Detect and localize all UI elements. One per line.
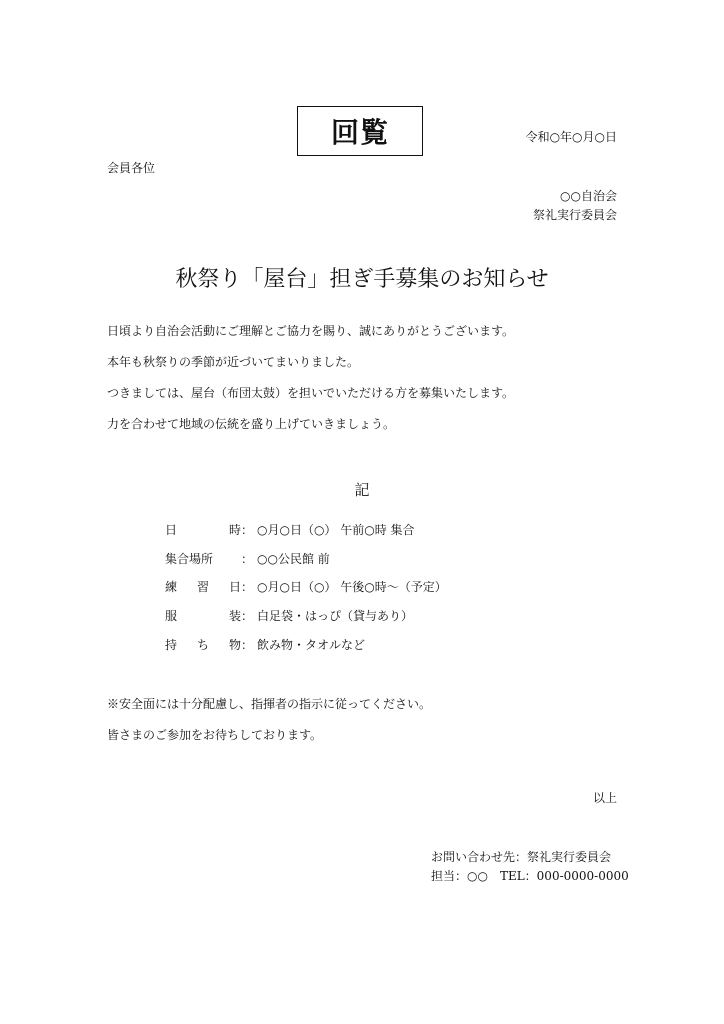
detail-label <box>165 521 241 538</box>
detail-value: 飲み物・タオルなど <box>257 638 366 652</box>
detail-label <box>165 607 241 624</box>
detail-label-char: 服 <box>165 609 178 623</box>
addressee: 会員各位 <box>107 161 156 175</box>
detail-colon: ： <box>241 523 254 537</box>
detail-colon: ： <box>241 580 254 594</box>
detail-colon: ： <box>241 609 254 623</box>
detail-row <box>165 607 413 624</box>
kairan-stamp-box <box>297 106 423 156</box>
detail-label <box>165 550 241 567</box>
detail-label-char: 習 <box>196 580 209 594</box>
closing-ijou: 以上 <box>592 791 617 805</box>
detail-value: 白足袋・はっぴ（貸与あり） <box>257 609 414 623</box>
detail-label-char: 装 <box>228 609 241 623</box>
detail-label-char: 日 <box>228 580 241 594</box>
detail-label-char: 時 <box>228 523 241 537</box>
body-line: 日頃より自治会活動にご理解とご協力を賜り、誠にありがとうございます。 <box>107 324 515 338</box>
safety-note: ※安全面には十分配慮し、指揮者の指示に従ってください。 <box>107 697 432 711</box>
sender-committee: 祭礼実行委員会 <box>532 208 617 222</box>
detail-row <box>165 578 447 595</box>
document-title: 秋祭り「屋台」担ぎ手募集のお知らせ <box>175 267 549 292</box>
detail-colon: ： <box>241 638 254 652</box>
detail-row <box>165 636 365 653</box>
detail-label-char: ち <box>196 638 209 652</box>
detail-row <box>165 521 415 538</box>
sender-organization: ○○自治会 <box>560 189 617 203</box>
body-line: 本年も秋祭りの季節が近づいてまいりました。 <box>107 355 360 369</box>
detail-label <box>165 636 241 653</box>
detail-value: ○○公民館 前 <box>257 552 330 566</box>
detail-label-char: 物 <box>228 638 241 652</box>
detail-label-char: 集合場所 <box>165 552 214 566</box>
detail-label-char: 持 <box>165 638 178 652</box>
detail-colon: ： <box>241 552 254 566</box>
issue-date: 令和○年○月○日 <box>525 130 617 144</box>
detail-value: ○月○日（○） 午前○時 集合 <box>257 523 415 537</box>
detail-label-char: 練 <box>165 580 178 594</box>
kairan-label: 回覧 <box>330 116 389 149</box>
ki-heading: 記 <box>354 481 370 499</box>
body-line: 力を合わせて地域の伝統を盛り上げていきましょう。 <box>107 417 396 431</box>
detail-label-char: 日 <box>165 523 178 537</box>
detail-row <box>165 550 330 567</box>
detail-label <box>165 578 241 595</box>
contact-tel-line: 担当：○○ TEL：000-0000-0000 <box>431 869 629 883</box>
invitation-note: 皆さまのご参加をお待ちしております。 <box>107 728 323 742</box>
detail-value: ○月○日（○） 午後○時～（予定） <box>257 580 447 594</box>
body-line: つきましては、屋台（布団太鼓）を担いでいただける方を募集いたします。 <box>107 386 515 400</box>
contact-line: お問い合わせ先：祭礼実行委員会 <box>431 850 612 864</box>
